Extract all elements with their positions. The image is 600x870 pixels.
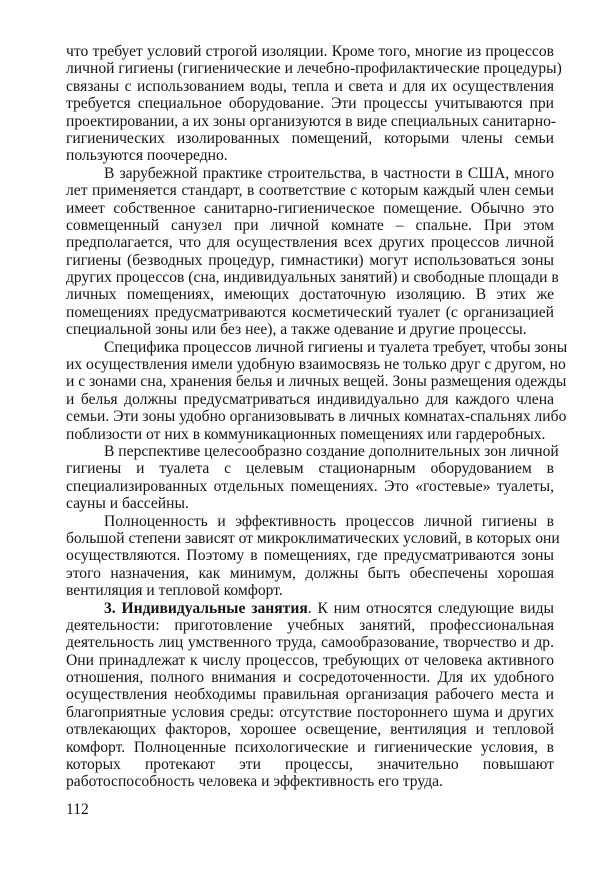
- line-text: работоспособность человека и эффективность его труда.: [66, 773, 443, 791]
- text-line: [66, 739, 554, 756]
- paragraph: [66, 600, 554, 791]
- line-text: Специфика процессов личной гигиены и туалета требует, чтобы зоны: [104, 338, 568, 356]
- line-text: . К ним относятся следующие виды: [307, 599, 554, 617]
- line-text: личной гигиены (гигиенические и лечебно-профилактические процедуры): [66, 60, 562, 78]
- line-text: которых протекают эти процессы, значительно повышают: [66, 756, 554, 774]
- text-line: [66, 304, 554, 321]
- paragraph: [66, 442, 559, 513]
- text-line: [66, 321, 554, 338]
- line-text: поблизости от них в коммуникационных помещениях или гардеробных.: [66, 425, 546, 443]
- text-line: [66, 356, 566, 374]
- text-line: [66, 617, 554, 634]
- text-line: [66, 565, 554, 582]
- line-text: Они принадлежат к числу процессов, требующих от человека активного: [66, 651, 554, 669]
- text-line: [66, 373, 567, 391]
- text-line: [66, 442, 559, 460]
- line-text: помещениях предусматриваются косметический туалет (с организацией: [66, 303, 554, 321]
- line-text: проектировании, а их зоны организуются в виде специальных санитарно-: [66, 112, 557, 130]
- text-line: [66, 286, 554, 303]
- text-line: [66, 269, 559, 287]
- line-text: большой степени зависят от микроклиматических условий, в которых они: [66, 529, 560, 547]
- line-text: других процессов (сна, индивидуальных занятий) и свободные площади в: [66, 269, 559, 287]
- text-line: [66, 43, 554, 60]
- text-line: [66, 669, 554, 686]
- line-text: семьи. Эти зоны удобно организовывать в личных комнатах-спальнях либо: [66, 408, 567, 426]
- line-text: деятельность лиц умственного труда, самообразование, творчество и др.: [66, 634, 554, 652]
- text-line: [66, 495, 554, 512]
- line-text: и с зонами сна, хранения белья и личных вещей. Зоны размещения одежды: [66, 373, 567, 391]
- line-text: гигиены и туалета с целевым стационарным оборудованием в: [66, 460, 554, 478]
- page-body-text: [66, 43, 568, 791]
- text-line: [66, 217, 554, 234]
- text-line: [66, 338, 568, 356]
- line-text: их осуществления имели удобную взаимосвязь не только друг с другом, но: [66, 356, 566, 374]
- line-text: лет применяется стандарт, в соответствие с которым каждый член семьи: [66, 182, 554, 200]
- line-text: требуется специальное оборудование. Эти процессы учитываются при: [66, 95, 554, 113]
- text-line: [66, 130, 554, 147]
- text-line: [66, 60, 562, 78]
- line-text: гигиенических изолированных помещений, которыми члены семьи: [66, 129, 554, 147]
- text-line: [66, 600, 554, 617]
- line-text: сауны и бассейны.: [66, 495, 189, 513]
- line-text: Полноценность и эффективность процессов личной гигиены в: [104, 512, 554, 530]
- line-text: осуществления необходимы правильная организация рабочего места и: [66, 686, 554, 704]
- text-line: [66, 634, 554, 651]
- line-text: и белья должны предусматриваться индивидуально для каждого члена: [66, 390, 554, 408]
- paragraph: [66, 43, 562, 165]
- line-text: отвлекающих факторов, хорошее освещение, вентиляция и тепловой: [66, 721, 554, 739]
- text-line: [66, 686, 554, 703]
- line-text: специализированных отдельных помещениях. Это «гостевые» туалеты,: [66, 477, 554, 495]
- line-text: комфорт. Полноценные психологические и гигиенические условия, в: [66, 738, 554, 756]
- line-text: имеет собственное санитарно-гигиеническое помещение. Обычно это: [66, 199, 554, 217]
- text-line: [66, 582, 554, 599]
- line-text: гигиены (безводных процедур, гимнастики) могут использоваться зоны: [66, 251, 554, 269]
- line-text: В зарубежной практике строительства, в частности в США, много: [104, 164, 554, 182]
- line-text: отношения, полного внимания и сосредоточенности. Для их удобного: [66, 669, 554, 687]
- text-line: [66, 756, 554, 773]
- paragraph: [66, 338, 568, 443]
- text-line: [66, 529, 560, 547]
- page-number: 112: [66, 801, 89, 818]
- text-line: [66, 182, 554, 199]
- text-line: [66, 112, 557, 130]
- text-line: [66, 147, 554, 164]
- line-text: предполагается, что для осуществления всех других процессов личной: [66, 234, 554, 252]
- line-text: связаны с использованием воды, тепла и света и для их осуществления: [66, 77, 554, 95]
- line-text: этого назначения, как минимум, должны быть обеспечены хорошая: [66, 564, 554, 582]
- text-line: [66, 391, 554, 408]
- line-text: личных помещениях, имеющих достаточную изоляцию. В этих же: [66, 286, 554, 304]
- text-line: [66, 721, 554, 738]
- line-text: специальной зоны или без нее), а также одевание и другие процессы.: [66, 321, 527, 339]
- text-line: [66, 408, 567, 426]
- line-text: вентиляция и тепловой комфорт.: [66, 582, 283, 600]
- line-text: деятельности: приготовление учебных занятий, профессиональная: [66, 616, 554, 634]
- text-line: [66, 252, 554, 269]
- text-line: [66, 78, 554, 95]
- text-line: [66, 426, 554, 443]
- line-text: совмещенный санузел при личной комнате – спальне. При этом: [66, 216, 554, 234]
- line-text: В перспективе целесообразно создание дополнительных зон личной: [104, 442, 559, 460]
- text-line: [66, 513, 554, 530]
- text-line: [66, 773, 554, 790]
- line-text: осуществляются. Поэтому в помещениях, где предусматриваются зоны: [66, 547, 554, 565]
- text-line: [66, 95, 554, 112]
- line-text: что требует условий строгой изоляции. Кроме того, многие из процессов: [66, 43, 554, 60]
- line-text: пользуются поочередно.: [66, 147, 228, 165]
- text-line: [66, 200, 554, 217]
- text-line: [66, 652, 554, 669]
- text-line: [66, 165, 554, 182]
- paragraph: [66, 512, 560, 600]
- text-line: [66, 478, 554, 495]
- paragraph: [66, 164, 559, 339]
- text-line: [66, 704, 554, 721]
- line-text: благоприятные условия среды: отсутствие постороннего шума и других: [66, 703, 554, 721]
- text-line: [66, 460, 554, 477]
- text-line: [66, 547, 554, 564]
- text-line: [66, 234, 554, 251]
- section-heading: 3. Индивидуальные занятия: [104, 599, 308, 617]
